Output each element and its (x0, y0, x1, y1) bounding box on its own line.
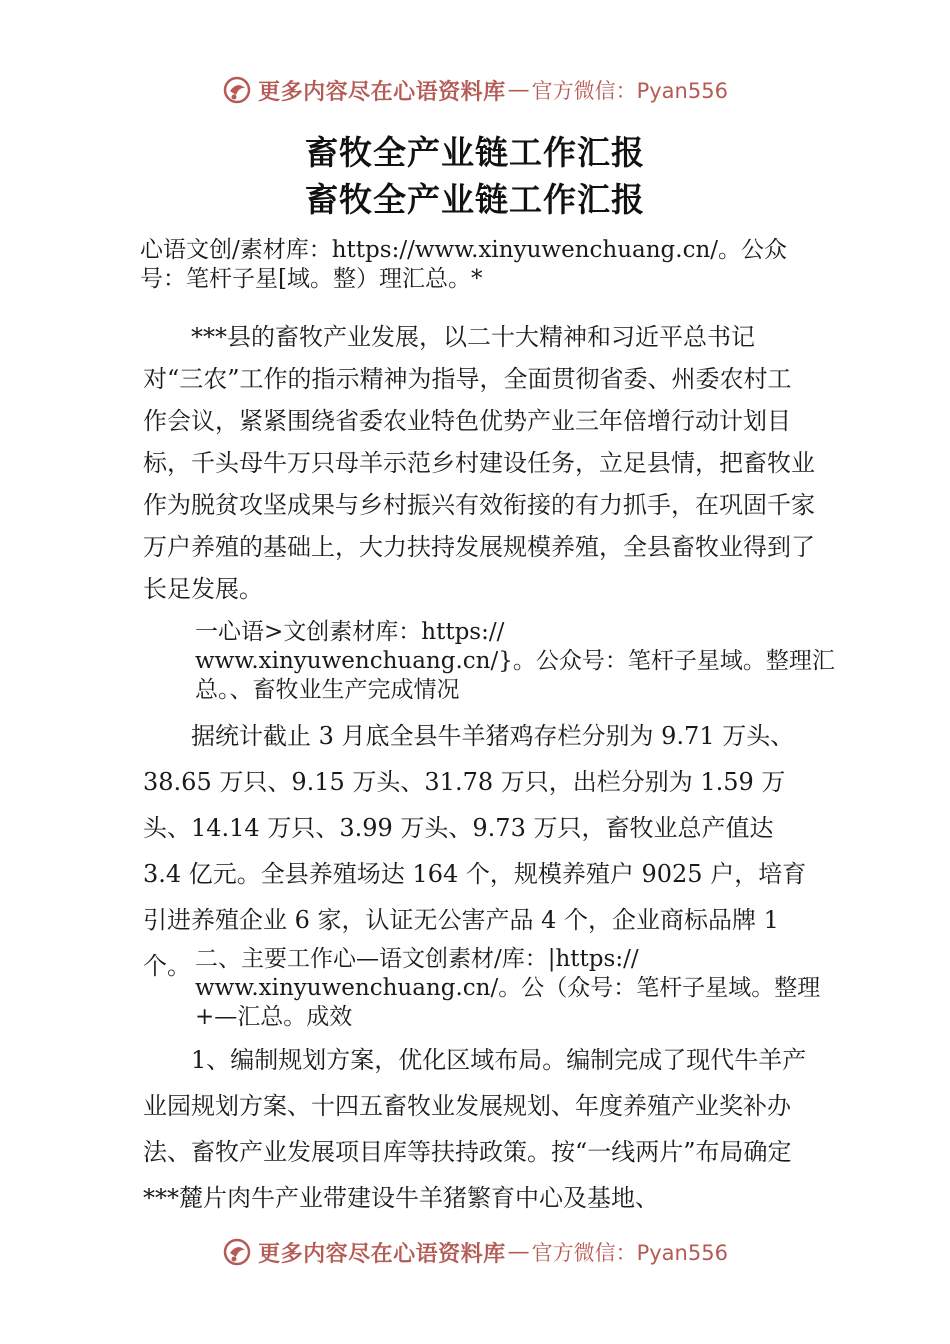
footer-banner (0, 1232, 950, 1272)
header-banner (0, 70, 950, 110)
section-heading-2: 二、主要工作心—语文创素材/库：|https:// www.xinyuwenchuang.cn/。公（众号：笔杆子星域。整理+—汇总。成效 (195, 946, 821, 1030)
banner-separator: — (507, 1239, 530, 1265)
banner-text: 更多内容尽在心语资料库 (258, 78, 506, 105)
source-note: 心语文创/素材库：https://www.xinyuwenchuang.cn/。公众号：笔杆子星[域。整）理汇总。* (140, 237, 788, 292)
paragraph-intro: ***县的畜牧产业发展，以二十大精神和习近平总书记对“三农”工作的指示精神为指导，全面贯彻省委、州委农村工作会议，紧紧围绕省委农业特色优势产业三年倍增行动计划目标，千头母牛万只母羊示范乡村建设任务，立足县情，把畜牧业作为脱贫攻坚成果与乡村振兴有效衔接的有力抓手，在巩固千家万户养殖的基础上，大力扶持发展规模养殖，全县畜牧业得到了长足发展。 (143, 323, 815, 603)
paragraph-statistics: 据统计截止 3 月底全县牛羊猪鸡存栏分别为 9.71 万头、38.65 万只、9.15 万头、31.78 万只，出栏分别为 1.59 万头、14.14 万只、3.99 万头、9.73 万只，畜牧业总产值达 3.4 亿元。全县养殖场达 164 个，规模养殖户 9025 户，培育引进养殖企业 6 家，认证无公害产品 4 个，企业商标品牌 1 个。 (143, 722, 807, 980)
banner-text: 更多内容尽在心语资料库 (258, 1240, 506, 1267)
banner-wechat: 官方微信：Pyan556 (531, 1241, 728, 1265)
logo-icon (222, 1237, 252, 1267)
document-title-repeat: 畜牧全产业链工作汇报 (305, 180, 645, 219)
banner-wechat: 官方微信：Pyan556 (531, 79, 728, 103)
logo-icon (222, 75, 252, 105)
banner-separator: — (507, 77, 530, 103)
section-heading-1: 一心语>文创素材库：https:// www.xinyuwenchuang.cn/}。公众号：笔杆子星域。整理汇总。、畜牧业生产完成情况 (195, 619, 835, 703)
paragraph-planning: 1、编制规划方案，优化区域布局。编制完成了现代牛羊产业园规划方案、十四五畜牧业发展规划、年度养殖产业奖补办法、畜牧产业发展项目库等扶持政策。按“一线两片”布局确定***麓片肉牛产业带建设牛羊猪繁育中心及基地、 (143, 1046, 807, 1212)
document-title: 畜牧全产业链工作汇报 (305, 133, 645, 172)
